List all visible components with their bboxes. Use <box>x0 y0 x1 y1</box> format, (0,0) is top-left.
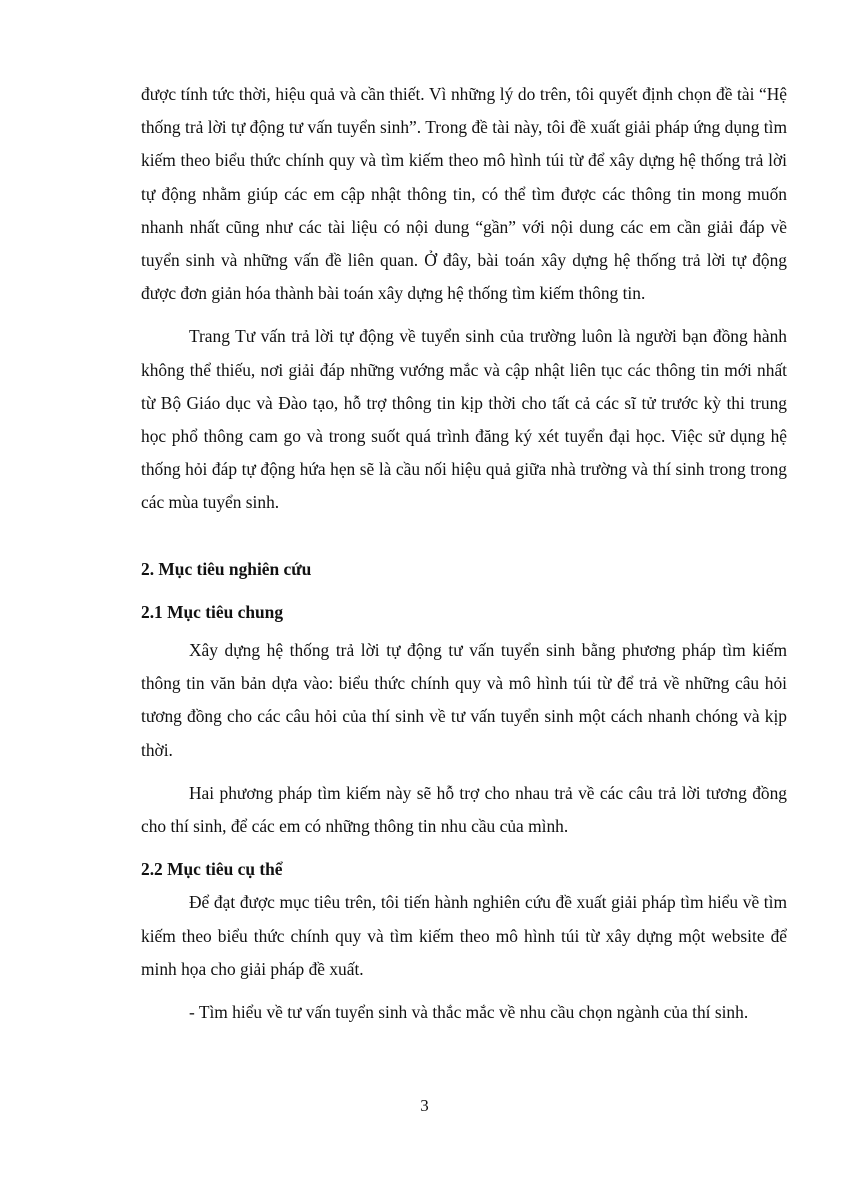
page-number: 3 <box>420 1096 429 1115</box>
specific-objective-bullet-1: - Tìm hiểu về tư vấn tuyển sinh và thắc mắc về nhu cầu chọn ngành của thí sinh. <box>189 1002 749 1023</box>
specific-objective-paragraph-1: Để đạt được mục tiêu trên, tôi tiến hành nghiên cứu đề xuất giải pháp tìm hiểu về tìm kiếm theo biểu thức chính quy và tìm kiếm theo mô hình túi từ xây dựng một website để minh họa cho giải pháp đề xuất. <box>141 892 787 979</box>
page-body <box>141 78 787 1029</box>
general-objective-paragraph-2: Hai phương pháp tìm kiếm này sẽ hỗ trợ cho nhau trả về các câu trả lời tương đồng cho thí sinh, để các em có những thông tin nhu cầu của mình. <box>141 782 787 837</box>
section-heading-research-objectives: 2. Mục tiêu nghiên cứu <box>141 558 312 579</box>
intro-paragraph-2: Trang Tư vấn trả lời tự động về tuyển sinh của trường luôn là người bạn đồng hành không thể thiếu, nơi giải đáp những vướng mắc và cập nhật liên tục các thông tin mới nhất từ Bộ Giáo dục và Đào tạo, hỗ trợ thông tin kịp thời cho tất cả các sĩ tử trước kỳ thi trung học phổ thông cam go và trong suốt quá trình đăng ký xét tuyển đại học. Việc sử dụng hệ thống hỏi đáp tự động hứa hẹn sẽ là cầu nối hiệu quả giữa nhà trường và thí sinh trong trong các mùa tuyển sinh. <box>141 326 787 513</box>
subsection-heading-general-objective: 2.1 Mục tiêu chung <box>141 601 284 622</box>
subsection-heading-specific-objective: 2.2 Mục tiêu cụ thể <box>141 859 283 880</box>
intro-paragraph-1: được tính tức thời, hiệu quả và cần thiết. Vì những lý do trên, tôi quyết định chọn đề tài “Hệ thống trả lời tự động tư vấn tuyển sinh”. Trong đề tài này, tôi đề xuất giải pháp ứng dụng tìm kiếm theo biểu thức chính quy và tìm kiếm theo mô hình túi từ để xây dựng hệ thống trả lời tự động nhằm giúp các em cập nhật thông tin, có thể tìm được các thông tin mong muốn nhanh nhất cũng như các tài liệu có nội dung “gần” với nội dung các em cần giải đáp về tuyển sinh và những vấn đề liên quan. Ở đây, bài toán xây dựng hệ thống trả lời tự động được đơn giản hóa thành bài toán xây dựng hệ thống tìm kiếm thông tin. <box>141 84 787 304</box>
general-objective-paragraph-1: Xây dựng hệ thống trả lời tự động tư vấn tuyển sinh bằng phương pháp tìm kiếm thông tin văn bản dựa vào: biểu thức chính quy và mô hình túi từ để trả về những câu hỏi tương đồng cho các câu hỏi của thí sinh về tư vấn tuyển sinh một cách nhanh chóng và kịp thời. <box>141 640 787 760</box>
